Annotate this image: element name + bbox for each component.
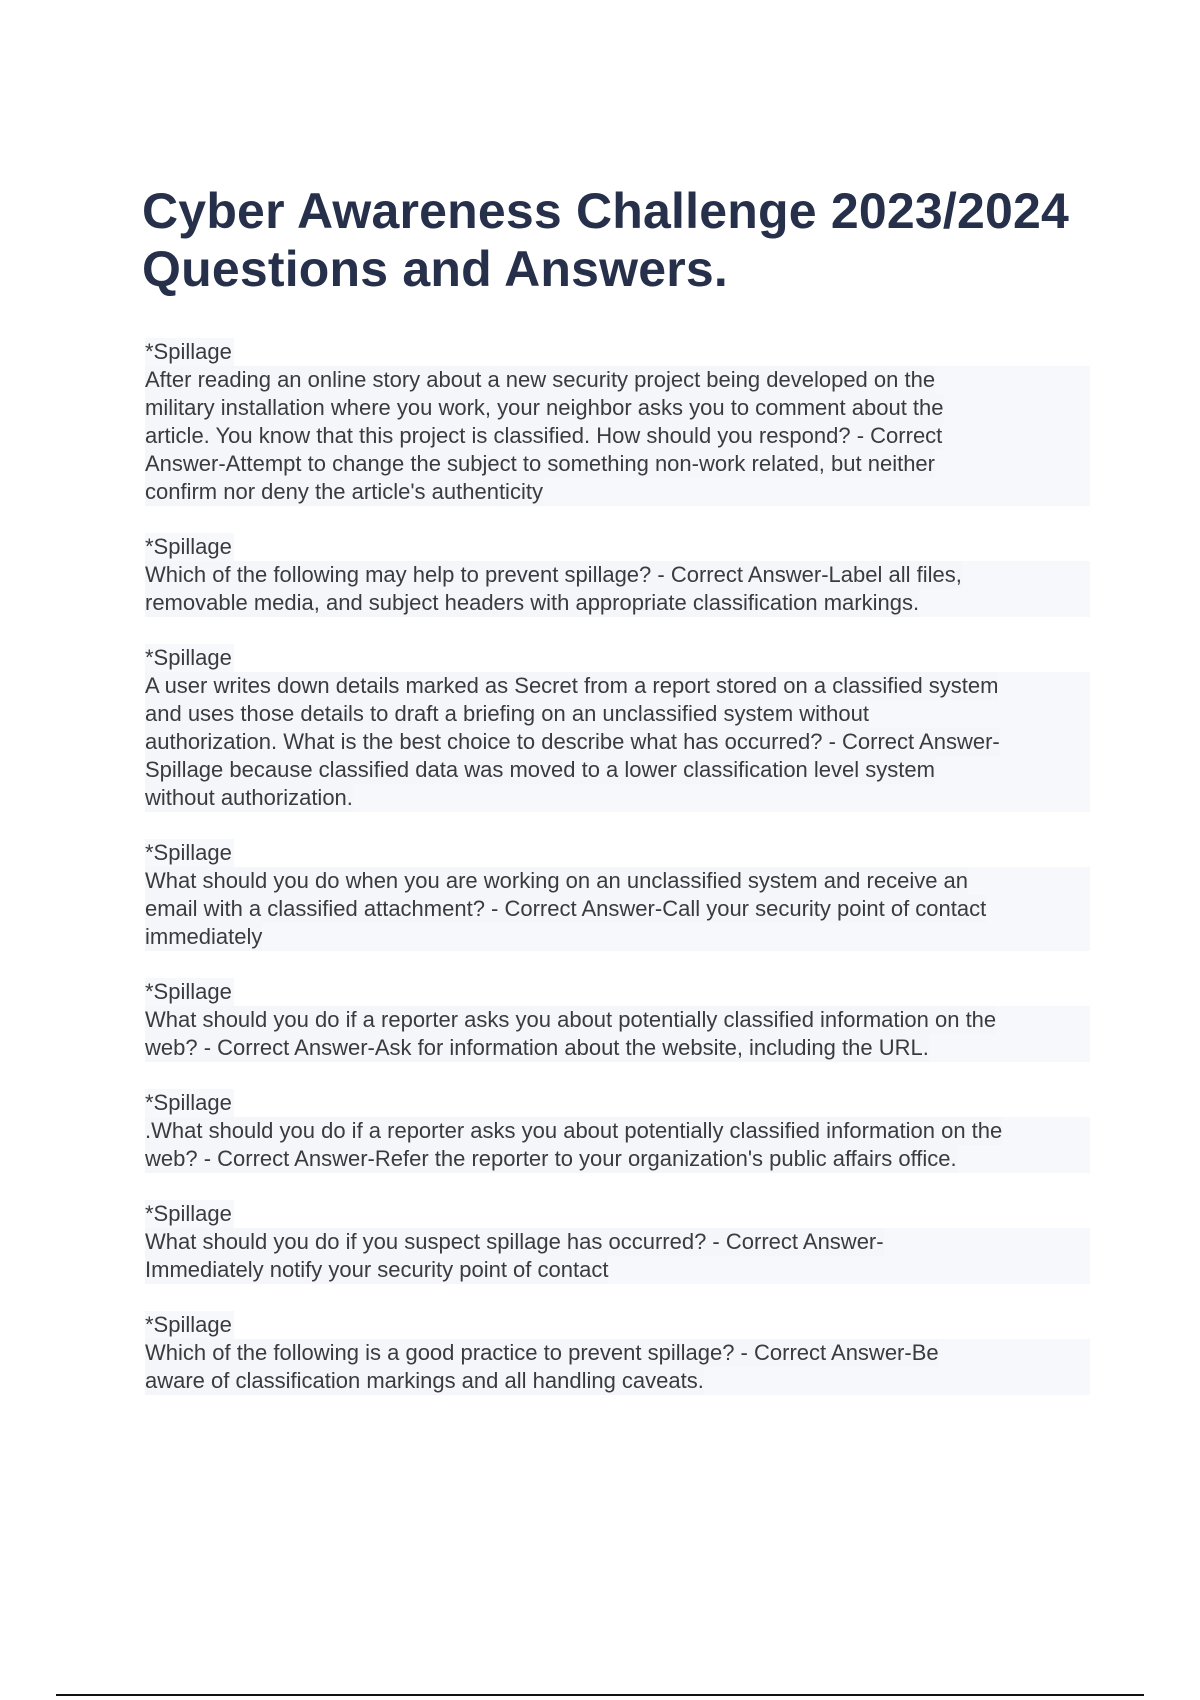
qa-item	[145, 978, 1105, 1062]
qa-item	[145, 839, 1105, 951]
qa-item	[145, 533, 1105, 617]
qa-category: *Spillage	[145, 1201, 232, 1226]
qa-text	[145, 1339, 1090, 1395]
qa-line: without authorization.	[145, 785, 353, 810]
qa-line: .What should you do if a reporter asks you about potentially classified information on the	[145, 1118, 1003, 1143]
qa-category: *Spillage	[145, 339, 232, 364]
qa-category: *Spillage	[145, 534, 232, 559]
qa-line: aware of classification markings and all handling caveats.	[145, 1368, 704, 1393]
qa-line: Which of the following may help to prevent spillage? - Correct Answer-Label all files,	[145, 562, 962, 587]
qa-line: What should you do if you suspect spillage has occurred? - Correct Answer-	[145, 1229, 884, 1254]
qa-line: and uses those details to draft a briefing on an unclassified system without	[145, 701, 869, 726]
qa-text	[145, 366, 1090, 506]
qa-category: *Spillage	[145, 840, 232, 865]
qa-line: removable media, and subject headers with appropriate classification markings.	[145, 590, 920, 615]
qa-line: Spillage because classified data was moved to a lower classification level system	[145, 757, 935, 782]
document-title	[142, 182, 1142, 298]
qa-line: A user writes down details marked as Secret from a report stored on a classified system	[145, 673, 999, 698]
qa-line: Immediately notify your security point of contact	[145, 1257, 609, 1282]
qa-item	[145, 338, 1105, 506]
qa-text	[145, 1117, 1090, 1173]
qa-line: immediately	[145, 924, 263, 949]
qa-category: *Spillage	[145, 1312, 232, 1337]
qa-text	[145, 1006, 1090, 1062]
qa-category: *Spillage	[145, 645, 232, 670]
qa-text	[145, 561, 1090, 617]
qa-text	[145, 672, 1090, 812]
qa-line: Answer-Attempt to change the subject to something non-work related, but neither	[145, 451, 935, 476]
footer-divider	[56, 1694, 1144, 1696]
qa-item	[145, 1311, 1105, 1395]
qa-line: What should you do if a reporter asks you about potentially classified information on the	[145, 1007, 997, 1032]
qa-item	[145, 1200, 1105, 1284]
qa-line: web? - Correct Answer-Ask for information about the website, including the URL.	[145, 1035, 929, 1060]
qa-line: What should you do when you are working on an unclassified system and receive an	[145, 868, 969, 893]
qa-line: After reading an online story about a new security project being developed on the	[145, 367, 936, 392]
qa-list	[145, 338, 1105, 1422]
document-title-line: Questions and Answers.	[142, 241, 729, 297]
qa-text	[145, 1228, 1090, 1284]
qa-line: email with a classified attachment? - Correct Answer-Call your security point of contact	[145, 896, 987, 921]
qa-line: confirm nor deny the article's authenticity	[145, 479, 543, 504]
qa-line: web? - Correct Answer-Refer the reporter to your organization's public affairs office.	[145, 1146, 957, 1171]
qa-text	[145, 867, 1090, 951]
qa-category: *Spillage	[145, 1090, 232, 1115]
qa-line: military installation where you work, your neighbor asks you to comment about the	[145, 395, 944, 420]
qa-item	[145, 1089, 1105, 1173]
qa-line: article. You know that this project is classified. How should you respond? - Correct	[145, 423, 943, 448]
qa-line: authorization. What is the best choice to describe what has occurred? - Correct Answer-	[145, 729, 1000, 754]
qa-line: Which of the following is a good practice to prevent spillage? - Correct Answer-Be	[145, 1340, 939, 1365]
qa-item	[145, 644, 1105, 812]
qa-category: *Spillage	[145, 979, 232, 1004]
document-title-line: Cyber Awareness Challenge 2023/2024	[142, 183, 1069, 239]
